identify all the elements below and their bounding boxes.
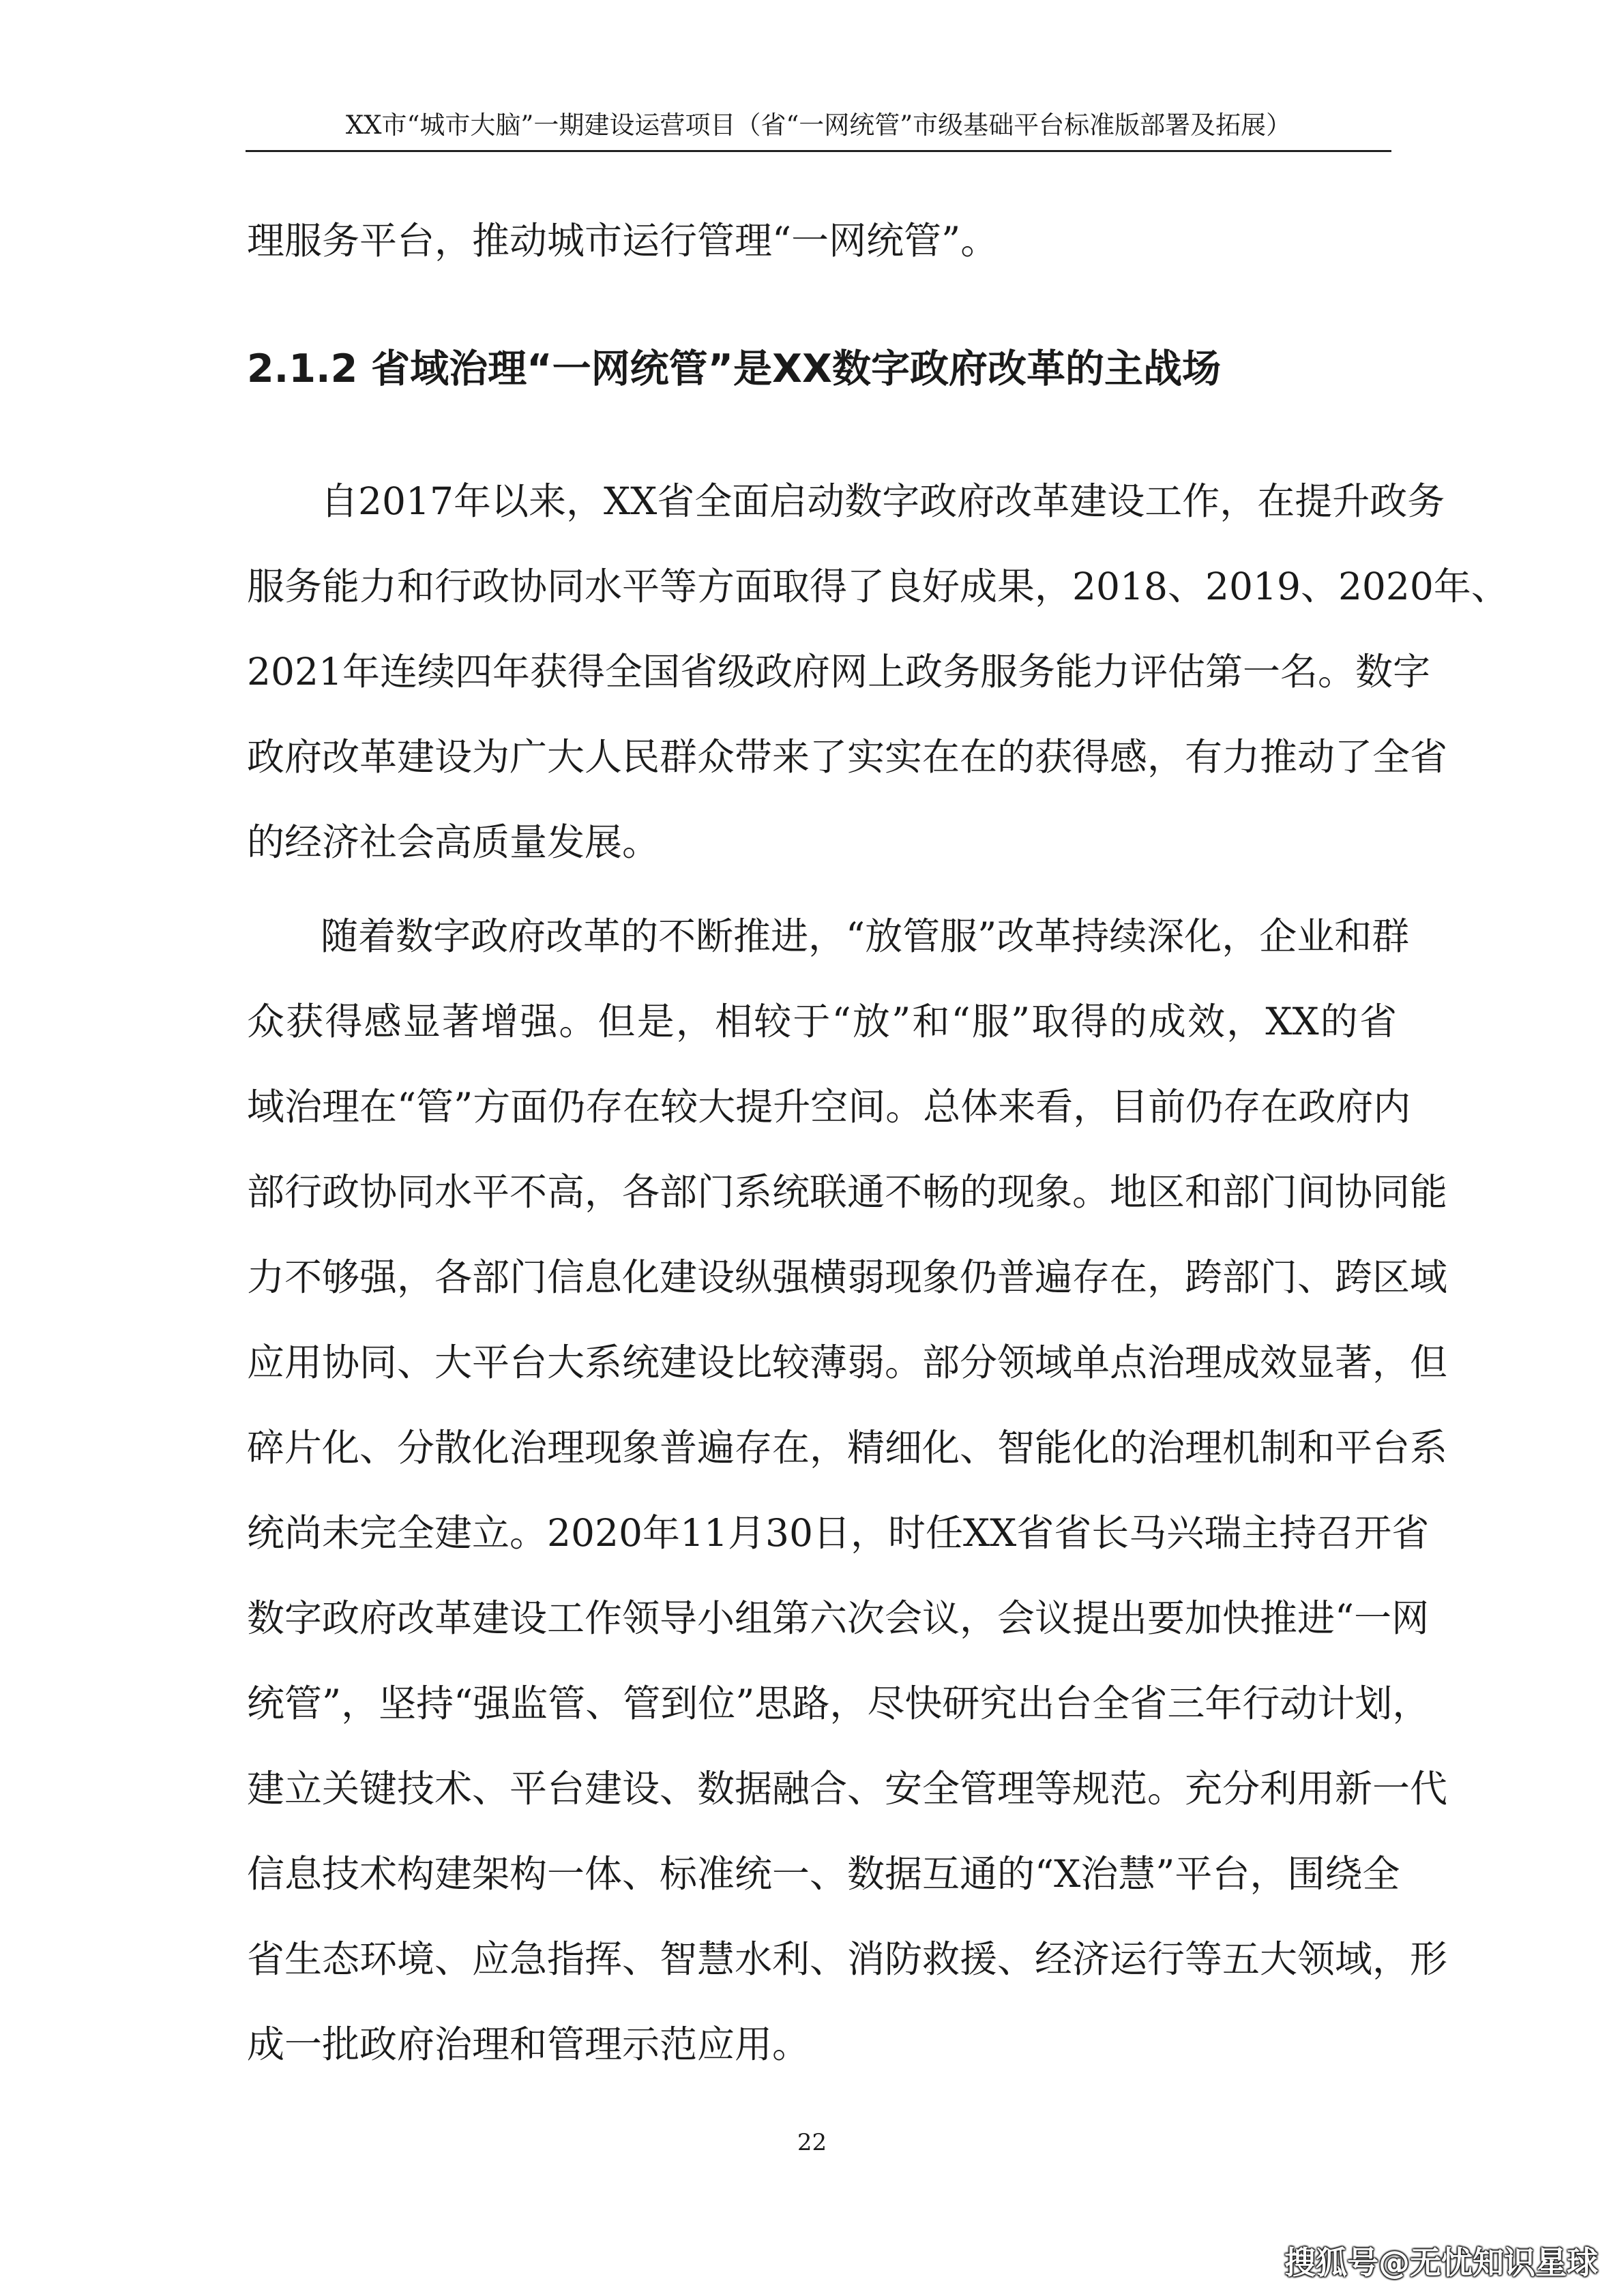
paragraph-1-line: 2021年连续四年获得全国省级政府网上政务服务能力评估第一名。数字: [247, 650, 1430, 694]
paragraph-1-line: 自2017年以来，XX省全面启动数字政府改革建设工作，在提升政务: [321, 479, 1445, 523]
intro-line: 理服务平台，推动城市运行管理“一网统管”。: [247, 219, 999, 263]
paragraph-1-line: 的经济社会高质量发展。: [247, 820, 660, 864]
page-number: 22: [797, 2129, 827, 2156]
paragraph-2-line: 随着数字政府改革的不断推进，“放管服”改革持续深化，企业和群: [321, 914, 1410, 958]
paragraph-2-line: 省生态环境、应急指挥、智慧水利、消防救援、经济运行等五大领域，形: [247, 1937, 1448, 1981]
paragraph-2-line: 建立关键技术、平台建设、数据融合、安全管理等规范。充分利用新一代: [247, 1767, 1448, 1810]
header-rule: [246, 150, 1391, 152]
section-heading: 2.1.2 省域治理“一网统管”是XX数字政府改革的主战场: [247, 346, 1221, 391]
paragraph-2-line: 信息技术构建架构一体、标准统一、数据互通的“X治慧”平台，围绕全: [247, 1852, 1400, 1896]
paragraph-1-line: 政府改革建设为广大人民群众带来了实实在在的获得感，有力推动了全省: [247, 735, 1448, 779]
paragraph-1-line: 服务能力和行政协同水平等方面取得了良好成果，2018、2019、2020年、: [247, 565, 1509, 608]
paragraph-2-line: 成一批政府治理和管理示范应用。: [247, 2023, 810, 2066]
paragraph-2-line: 部行政协同水平不高，各部门系统联通不畅的现象。地区和部门间协同能: [247, 1170, 1448, 1214]
paragraph-2-line: 数字政府改革建设工作领导小组第六次会议，会议提出要加快推进“一网: [247, 1596, 1430, 1640]
paragraph-2-line: 力不够强，各部门信息化建设纵强横弱现象仍普遍存在，跨部门、跨区域: [247, 1255, 1448, 1299]
paragraph-2-line: 众获得感显著增强。但是，相较于“放”和“服”取得的成效，XX的省: [247, 1000, 1397, 1043]
paragraph-2-line: 应用协同、大平台大系统建设比较薄弱。部分领域单点治理成效显著，但: [247, 1341, 1448, 1384]
paragraph-2-line: 统尚未完全建立。2020年11月30日，时任XX省省长马兴瑞主持召开省: [247, 1511, 1430, 1555]
running-header: XX市“城市大脑”一期建设运营项目（省“一网统管”市级基础平台标准版部署及拓展）: [345, 110, 1292, 140]
watermark: 搜狐号@无忧知识星球: [1284, 2244, 1598, 2281]
paragraph-2-line: 域治理在“管”方面仍存在较大提升空间。总体来看，目前仍存在政府内: [247, 1085, 1411, 1129]
paragraph-2-line: 碎片化、分散化治理现象普遍存在，精细化、智能化的治理机制和平台系: [247, 1426, 1448, 1470]
paragraph-2-line: 统管”，坚持“强监管、管到位”思路，尽快研究出台全省三年行动计划，: [247, 1682, 1430, 1725]
